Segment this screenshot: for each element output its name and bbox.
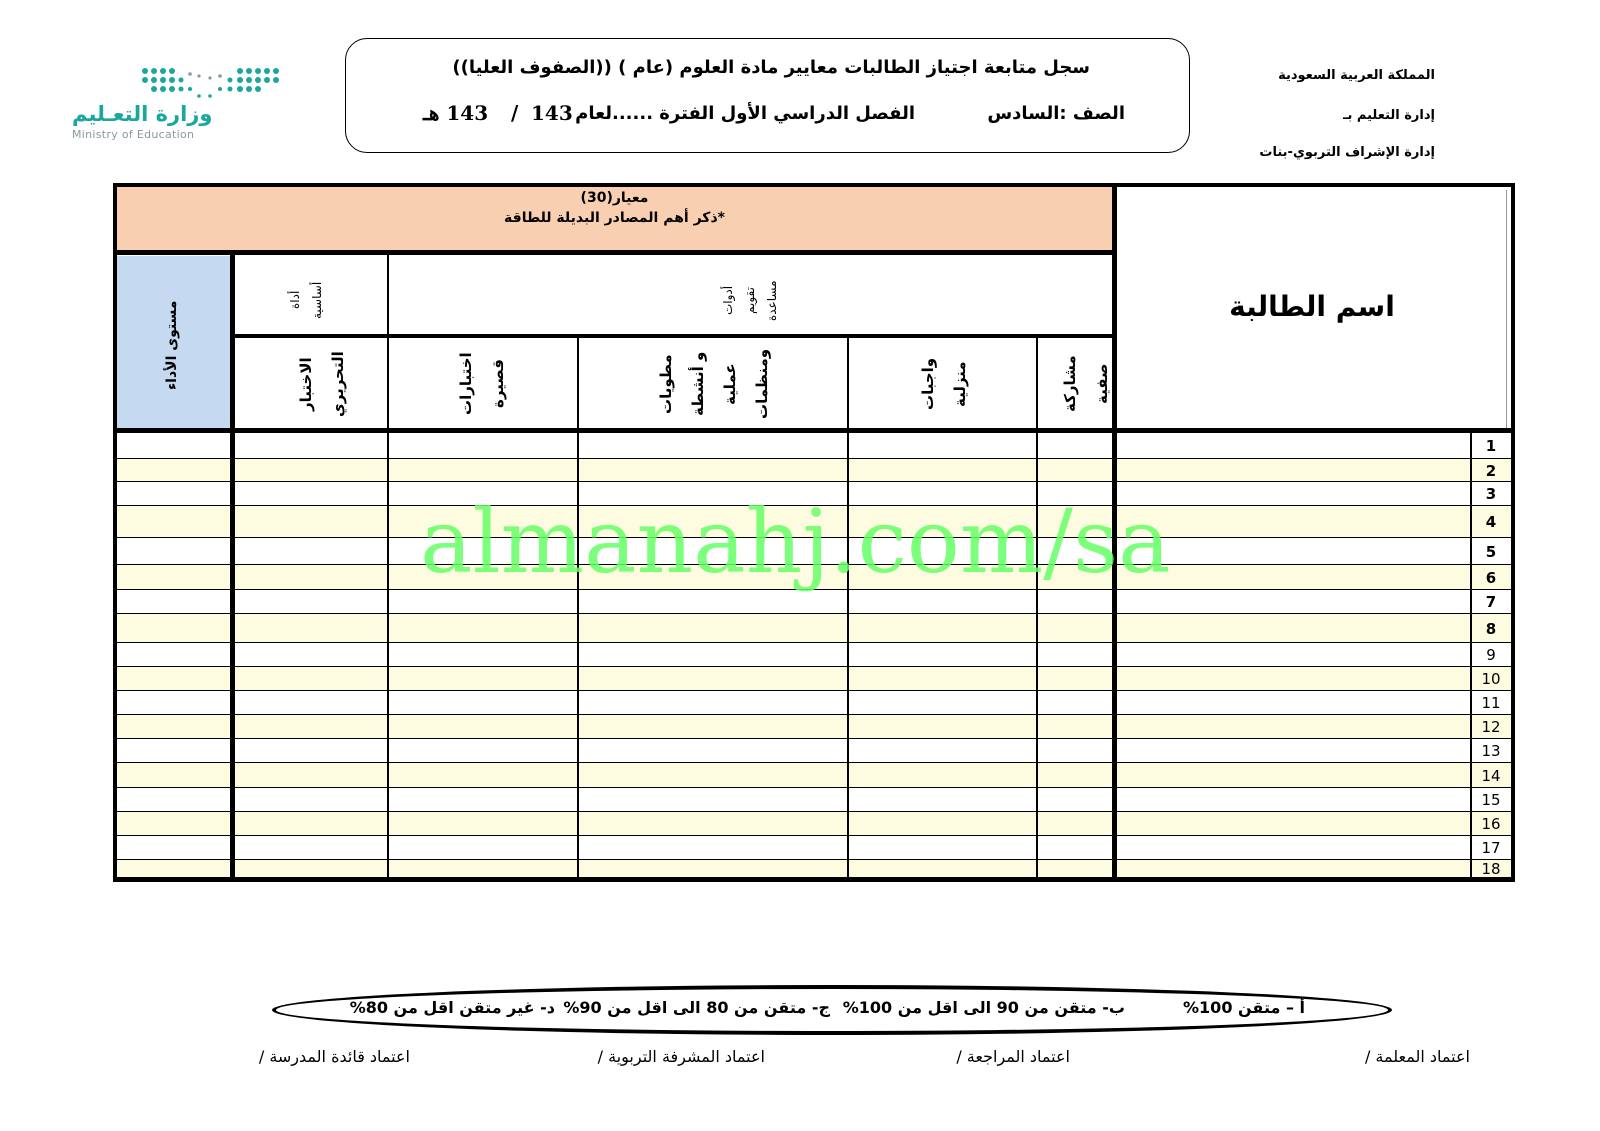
watermark: almanahj.com/sa: [420, 490, 1171, 593]
legend-d: د- غير متقن اقل من 80%: [349, 998, 555, 1017]
row-number: 2: [1485, 461, 1497, 480]
semester-label: الفصل الدراسي الأول الفترة ......لعام: [575, 103, 915, 124]
row-number: 6: [1485, 568, 1497, 587]
row-number: 5: [1485, 542, 1497, 561]
row-number: 12: [1481, 718, 1501, 736]
grade-label: الصف :السادس: [987, 103, 1125, 124]
ministry-arabic-name: وزارة التعـليم: [72, 102, 213, 126]
student-name-header: اسم الطالبة: [1229, 290, 1395, 323]
title-box: [345, 38, 1190, 153]
basic-tool-header: أداة أساسية: [288, 281, 324, 319]
criterion-title: معيار(30): [580, 190, 649, 206]
row-number: 17: [1481, 839, 1501, 857]
supervision-label: إدارة الإشراف التربوي-بنات: [1259, 145, 1435, 160]
year-separator: /: [511, 101, 519, 125]
col-written-test: الاختبار التحريري: [297, 351, 347, 417]
row-number: 4: [1485, 513, 1497, 531]
aux-tools-header: أدوات تقويم مساعدة: [721, 280, 779, 321]
row-number: 11: [1481, 694, 1501, 712]
supervisor-signature: اعتماد المشرفة التربوية /: [597, 1047, 765, 1066]
col-short-tests: اختبارات قصيرة: [457, 352, 507, 416]
principal-signature: اعتماد قائدة المدرسة /: [258, 1047, 410, 1066]
criterion-text: *ذكر أهم المصادر البديلة للطاقة: [504, 210, 725, 226]
kingdom-label: المملكة العربية السعودية: [1278, 68, 1435, 83]
row-number: 7: [1485, 593, 1497, 611]
ministry-logo-icon: [140, 66, 285, 102]
col-homework: واجبات منزلية: [919, 357, 969, 411]
performance-level-header: مستوى الأداء: [164, 300, 180, 390]
page-title: سجل متابعة اجتياز الطالبات معايير مادة العلوم (عام ) ((الصفوف العليا)): [452, 57, 1090, 78]
reviewer-signature: اعتماد المراجعة /: [956, 1047, 1070, 1066]
row-number: 8: [1485, 619, 1497, 638]
legend-c: ج- متقن من 80 الى اقل من 90%: [563, 998, 830, 1017]
edu-admin-label: إدارة التعليم بـ: [1343, 108, 1435, 123]
row-number: 13: [1481, 742, 1501, 760]
year-part-1: 143: [531, 101, 573, 125]
row-number: 16: [1481, 815, 1501, 833]
col-activities: مطويات و أنشطة عملية ومنظمات: [657, 348, 771, 420]
row-number: 1: [1485, 437, 1497, 455]
ministry-english-name: Ministry of Education: [72, 128, 195, 141]
col-participation: مشاركة صفية: [1061, 355, 1111, 413]
row-number: 10: [1481, 670, 1501, 688]
row-number: 18: [1481, 860, 1501, 878]
row-number: 9: [1486, 646, 1496, 664]
row-number: 3: [1485, 485, 1497, 503]
row-number: 14: [1481, 766, 1501, 785]
teacher-signature: اعتماد المعلمة /: [1364, 1047, 1470, 1066]
row-number: 15: [1481, 791, 1501, 809]
legend-b: ب- متقن من 90 الى اقل من 100%: [842, 998, 1125, 1017]
year-part-2: 143 هـ: [423, 101, 489, 125]
legend-a: أ – متقن 100%: [1183, 998, 1305, 1017]
